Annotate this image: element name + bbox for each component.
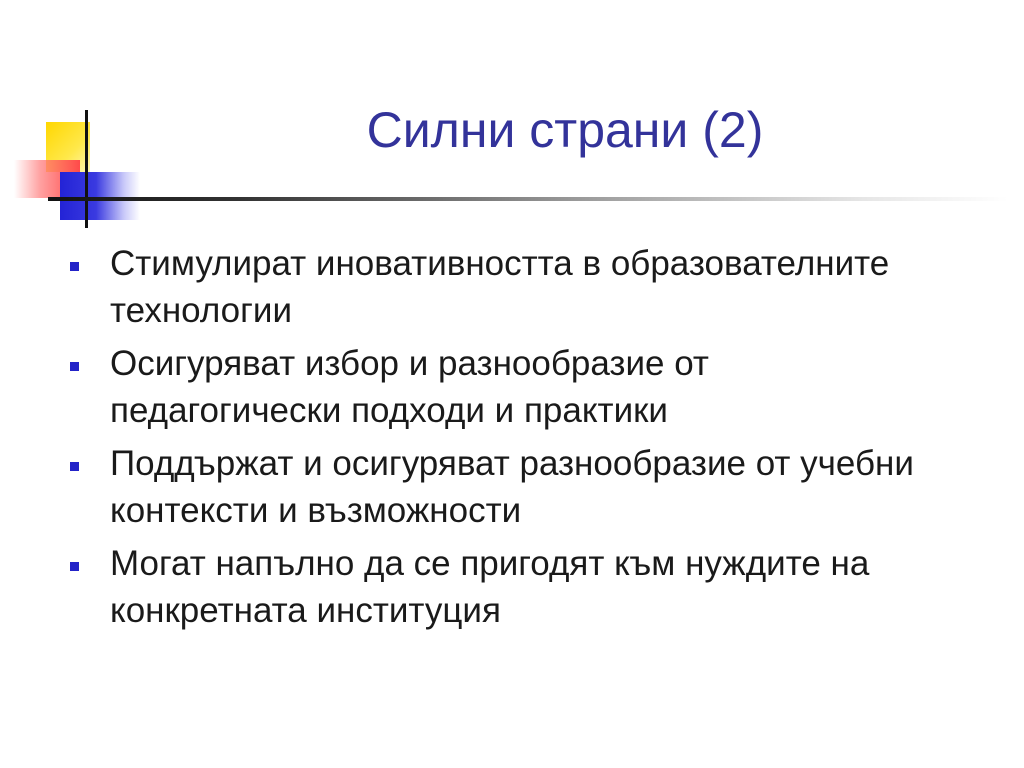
bullet-item — [70, 540, 970, 634]
square-bullet-icon — [70, 362, 79, 371]
corner-decoration — [0, 0, 160, 240]
slide-title: Силни страни (2) — [366, 102, 764, 158]
bullet-list — [70, 240, 970, 640]
blue-square-decoration — [60, 172, 140, 220]
square-bullet-icon — [70, 262, 79, 271]
square-bullet-icon — [70, 462, 79, 471]
title-underline — [48, 197, 1008, 201]
bullet-item — [70, 340, 970, 434]
vertical-line-decoration — [85, 110, 88, 228]
bullet-text: Стимулират иновативността в образователните технологии — [110, 244, 890, 330]
bullet-text: Осигуряват избор и разнообразие от педагогически подходи и практики — [110, 344, 709, 430]
bullet-item — [70, 440, 970, 534]
square-bullet-icon — [70, 562, 79, 571]
bullet-item — [70, 240, 970, 334]
bullet-text: Могат напълно да се пригодят към нуждите на конкретната институция — [110, 544, 870, 630]
bullet-text: Поддържат и осигуряват разнообразие от учебни контексти и възможности — [110, 444, 914, 530]
